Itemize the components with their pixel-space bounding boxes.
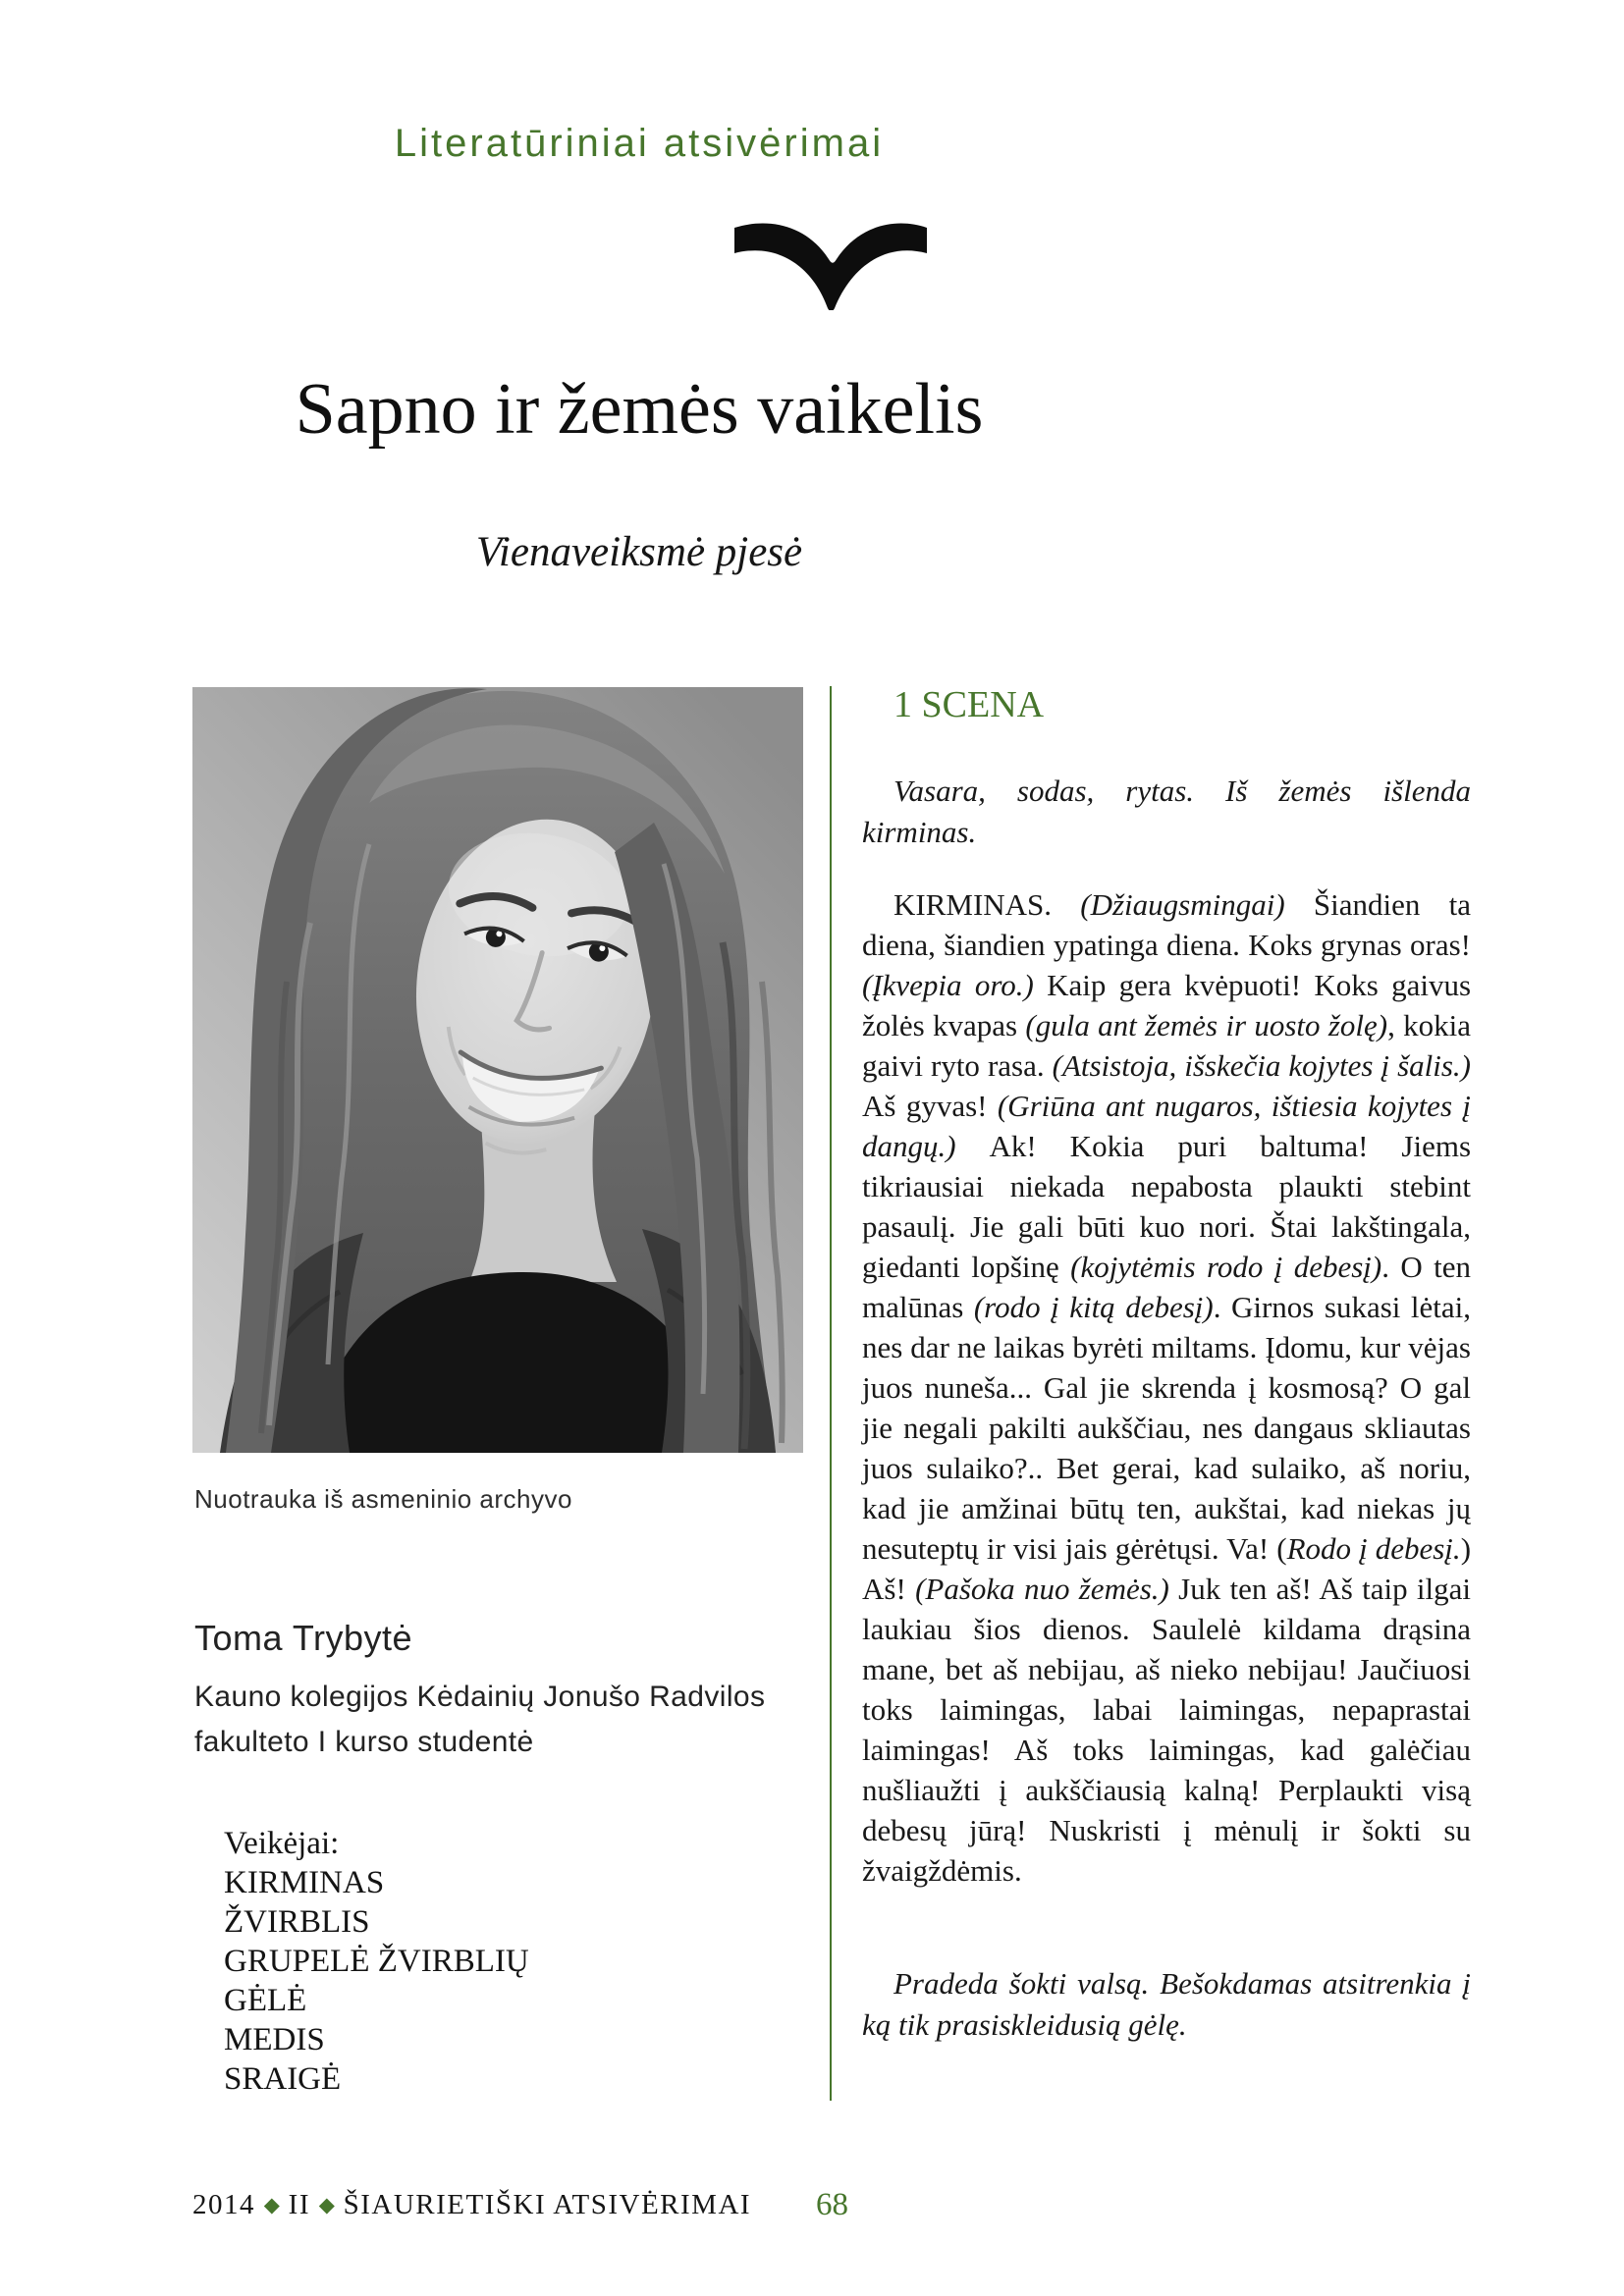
play-text-column: [862, 684, 1471, 2076]
stage-direction-closing: Pradeda šokti valsą. Bešokdamas atsitrenkia į ką tik prasiskleidusią gėlę.: [862, 1966, 1471, 2042]
page-number: 68: [816, 2187, 848, 2222]
column-divider: [830, 686, 832, 2101]
character-item: GRUPELĖ ŽVIRBLIŲ: [224, 1944, 529, 1979]
stage-direction-opening: Vasara, sodas, rytas. Iš žemės išlenda kirminas.: [862, 774, 1471, 849]
character-item: ŽVIRBLIS: [224, 1904, 370, 1940]
scene-heading: 1 SCENA: [893, 684, 1045, 725]
author-name: Toma Trybytė: [194, 1618, 413, 1658]
footer-journal-line: 2014 ◆ II ◆ ŠIAURIETIŠKI ATSIVĖRIMAI: [192, 2189, 752, 2220]
portrait-photo: [192, 687, 803, 1453]
section-header: Literatūriniai atsivėrimai: [394, 122, 885, 165]
character-item: SRAIGĖ: [224, 2061, 342, 2097]
page-subtitle: Vienaveiksmė pjesė: [475, 529, 803, 575]
photo-caption: Nuotrauka iš asmeninio archyvo: [194, 1484, 572, 1514]
author-affiliation: Kauno kolegijos Kėdainių Jonušo Radvilos fakulteto I kurso studentė: [194, 1681, 766, 1758]
characters-list: [224, 1824, 529, 2099]
character-item: MEDIS: [224, 2022, 325, 2057]
character-item: GĖLĖ: [224, 1983, 307, 2018]
page-title: Sapno ir žemės vaikelis: [295, 369, 984, 450]
characters-heading: Veikėjai:: [224, 1826, 340, 1861]
monologue: KIRMINAS. (Džiaugsmingai) Šiandien ta diena, šiandien ypatinga diena. Koks grynas oras! (Įkvepia oro.) Kaip gera kvėpuoti! Koks gaivus žolės kvapas (gula ant žemės ir uosto žolę), kokia gaivi ryto rasa. (Atsistoja, išskečia kojytes į šalis.) Aš gyvas! (Griūna ant nugaros, ištiesia kojytes į dangų.) Ak! Kokia puri baltuma! Jiems tikriausiai niekada nepabosta plaukti stebint pasaulį. Jie gali būti kuo nori. Štai lakštingala, giedanti lopšinę (kojytėmis rodo į debesį). O ten malūnas (rodo į kitą debesį). Girnos sukasi lėtai, nes dar ne laikas byrėti miltams. Įdomu, kur vėjas juos nuneša... Gal jie skrenda į kosmosą? O gal jie negali pakilti aukščiau, nes dangaus skliautas juos sulaiko?.. Bet gerai, kad sulaiko, aš noriu, kad jie amžinai būtų ten, aukštai, kad niekas jų nesuteptų ir visi jais gėrėtųsi. Va! (Rodo į debesį.) Aš! (Pašoka nuo žemės.) Juk ten aš! Aš taip ilgai laukiau šios dienos. Saulelė kildama drąsina mane, bet aš nebijau, aš nieko nebijau! Jaučiuosi toks laimingas, labai laimingas, nepaprastai laimingas! Aš toks laimingas, kad galėčiau nušliaužti į aukščiausią kalną! Perplaukti visą debesų jūrą! Nuskristi į mėnulį ir šokti su žvaigždėmis.: [862, 887, 1472, 1888]
character-item: KIRMINAS: [224, 1865, 385, 1900]
bird-logo-icon: [734, 220, 927, 310]
